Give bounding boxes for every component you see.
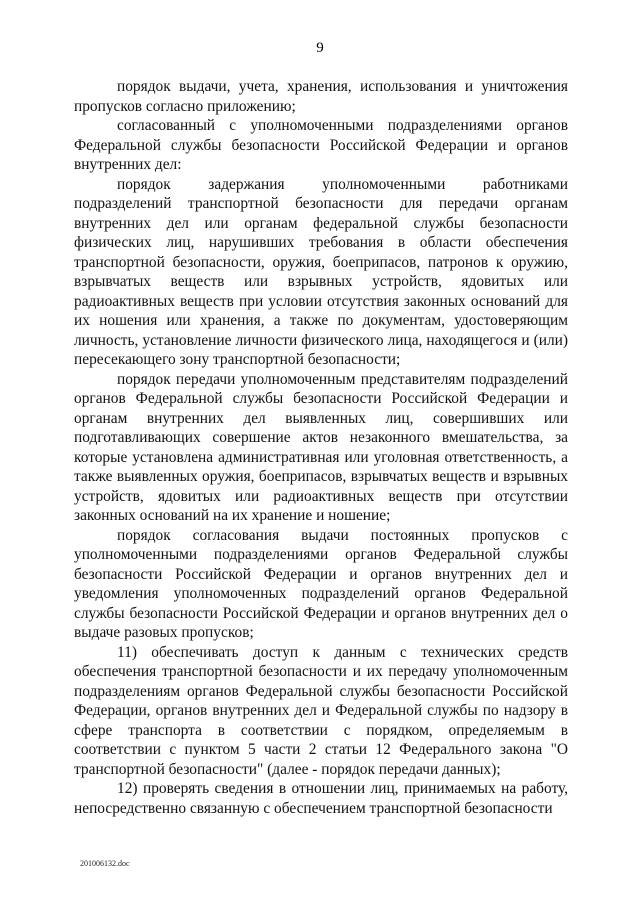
paragraph-agreed-with-authorities: согласованный с уполномоченными подразделениями органов Федеральной службы безопасности Российской Федерации и органов внутренних дел: bbox=[74, 117, 568, 173]
document-body bbox=[74, 77, 568, 818]
paragraph-item-12: 12) проверять сведения в отношении лиц, принимаемых на работу, непосредственно связанную с обеспечением транспортной безопасности bbox=[74, 780, 568, 817]
paragraph-pass-approval-procedure: порядок согласования выдачи постоянных пропусков с уполномоченными подразделениями органов Федеральной службы безопасности Российской Федерации и органов внутренних дел и уведомления уполномоченных подразделений органов Федеральной службы безопасности Российской Федерации и органов внутренних дел о выдаче разовых пропусков; bbox=[74, 526, 568, 641]
paragraph-item-11: 11) обеспечивать доступ к данным с технических средств обеспечения транспортной безопасности и их передачу уполномоченным подразделениям органов Федеральной службы безопасности Российской Федерации, органов внутренних дел и Федеральной службы по надзору в сфере транспорта в соответствии с порядком, определяемым в соответствии с пунктом 5 части 2 статьи 12 Федерального закона "О транспортной безопасности" (далее - порядок передачи данных); bbox=[74, 643, 568, 778]
paragraph-passes-procedure: порядок выдачи, учета, хранения, использования и уничтожения пропусков согласно приложению; bbox=[74, 78, 568, 115]
document-filename: 201006132.doc bbox=[80, 859, 130, 868]
paragraph-transfer-procedure: порядок передачи уполномоченным представителям подразделений органов Федеральной службы безопасности Российской Федерации и органам внутренних дел выявленных лиц, совершивших или подготавливающих совершение актов незаконного вмешательства, за которые установлена административная или уголовная ответственность, а также выявленных оружия, боеприпасов, взрывчатых веществ и взрывных устройств, ядовитых или радиоактивных веществ при отсутствии законных оснований на их хранение и ношение; bbox=[74, 370, 568, 524]
page-number: 9 bbox=[316, 40, 324, 56]
paragraph-detention-procedure: порядок задержания уполномоченными работниками подразделений транспортной безопасности для передачи органам внутренних дел или органам федеральной службы безопасности физических лиц, нарушивших требования в области обеспечения транспортной безопасности, оружия, боеприпасов, патронов к оружию, взрывчатых веществ или взрывных устройств, ядовитых или радиоактивных веществ при условии отсутствия законных оснований для их ношения или хранения, а также по документам, удостоверяющим личность, установление личности физического лица, находящегося и (или) пересекающего зону транспортной безопасности; bbox=[74, 175, 568, 368]
